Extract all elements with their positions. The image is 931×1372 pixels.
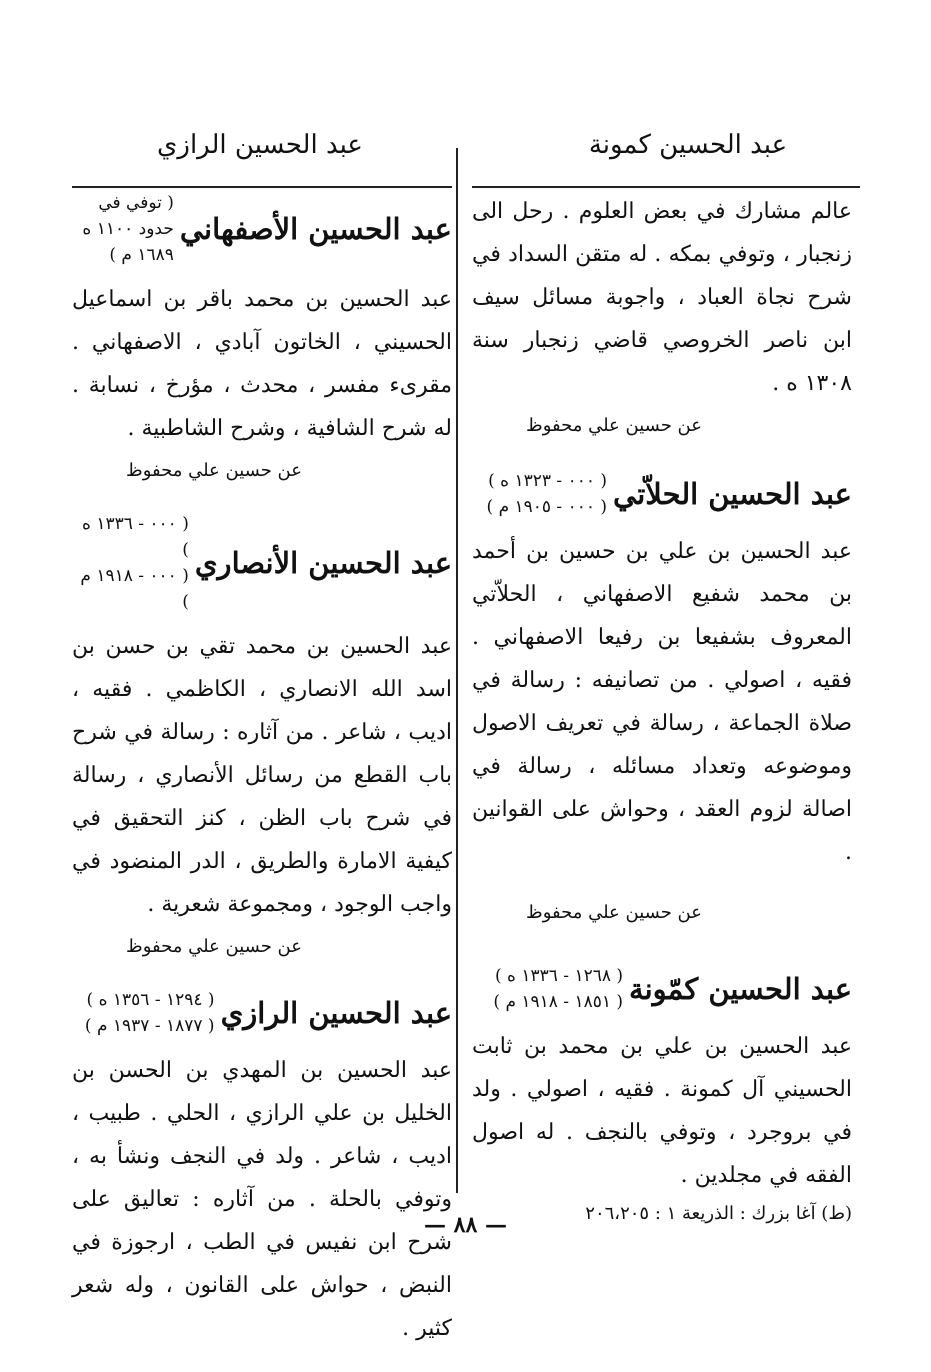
date-hijri: ( توفي في حدود ١١٠٠ ه <box>82 193 174 239</box>
date-gregorian: ( ٠٠٠ - ١٩١٨ م ) <box>80 566 189 612</box>
entry-heading <box>472 963 852 1015</box>
entry-dates <box>487 468 608 520</box>
entry-heading <box>72 190 452 268</box>
date-gregorian: ( ١٨٥١ - ١٩١٨ م ) <box>493 992 624 1012</box>
entry-heading <box>72 511 452 615</box>
entry-dates <box>72 511 189 615</box>
entry-name: عبد الحسين الأصفهاني <box>179 212 452 246</box>
date-gregorian: ١٦٨٩ م ) <box>109 245 174 265</box>
right-header-rule <box>472 186 860 188</box>
entry-credit: عن حسين علي محفوظ <box>126 460 302 481</box>
entry-body: عبد الحسين بن محمد باقر بن اسماعيل الحسيني ، الخاتون آبادي ، الاصفهاني . مقرىء مفسر ، محدث ، مؤرخ ، نسابة . له شرح الشافية ، وشرح الشاطبية . <box>72 287 452 441</box>
entry <box>72 511 452 957</box>
right-column <box>472 190 852 1246</box>
entry <box>72 190 452 481</box>
page-number: — ٨٨ — <box>424 1212 507 1238</box>
date-hijri: ( ٠٠٠ - ١٣٣٦ ه ) <box>82 514 189 560</box>
entry-dates <box>72 190 174 268</box>
entry-dates <box>493 963 623 1015</box>
entry-name: عبد الحسين كمّونة <box>629 972 852 1006</box>
entry-credit: عن حسين علي محفوظ <box>526 415 702 436</box>
entry-credit: عن حسين علي محفوظ <box>526 902 702 923</box>
date-gregorian: ( ١٨٧٧ - ١٩٣٧ م ) <box>84 1016 215 1036</box>
entry <box>472 468 852 923</box>
entry-name: عبد الحسين الأنصاري <box>194 546 452 580</box>
entry-body: عبد الحسين بن علي بن محمد بن ثابت الحسيني آل كمونة . فقيه ، اصولي . ولد في بروجرد ، وتوفي بالنجف . له اصول الفقه في مجلدين . <box>472 1034 852 1188</box>
entry-dates <box>85 987 215 1039</box>
column-divider <box>456 148 458 1193</box>
date-hijri: ( ١٢٩٤ - ١٣٥٦ ه ) <box>86 990 215 1010</box>
entry-name: عبد الحسين الحلاّتي <box>613 477 852 511</box>
entry-heading <box>72 987 452 1039</box>
entry-name: عبد الحسين الرازي <box>220 996 452 1030</box>
entry-body: عبد الحسين بن المهدي بن الحسن بن الخليل بن علي الرازي ، الحلي . طبيب ، اديب ، شاعر . ولد في النجف ونشأ به ، وتوفي بالحلة . من آثاره : تعاليق على شرح ابن نفيس في الطب ، ارجوزة في النبض ، حواش على القانون ، وله شعر كثير . <box>72 1058 452 1341</box>
date-hijri: ( ٠٠٠ - ١٣٢٣ ه ) <box>488 471 608 491</box>
right-column-header: عبد الحسين كمونة <box>588 130 788 160</box>
source-reference: (ط) آغا بزرك : الذريعة ١ : ٢٠٦،٢٠٥ <box>585 1203 852 1224</box>
left-column-header: عبد الحسين الرازي <box>157 130 363 160</box>
entry <box>72 987 452 1350</box>
continued-entry-text: عالم مشارك في بعض العلوم . رحل الى زنجبار ، وتوفي بمكه . له متقن السداد في شرح نجاة العباد ، واجوبة مسائل سيف ابن ناصر الخروصي قاضي زنجبار سنة ١٣٠٨ ه . <box>472 199 852 396</box>
left-column <box>72 190 452 1372</box>
entry-body: عبد الحسين بن محمد تقي بن حسن بن اسد الله الانصاري ، الكاظمي . فقيه ، اديب ، شاعر . من آثاره : رسالة في شرح باب القطع من رسائل الأنصاري ، رسالة في شرح باب الظن ، كنز التحقيق في كيفية الامارة والطريق ، الدر المنضود في واجب الوجود ، ومجموعة شعرية . <box>72 634 452 917</box>
entry <box>472 963 852 1224</box>
entry-body: عبد الحسين بن علي بن حسين بن أحمد بن محمد شفيع الاصفهاني ، الحلاّتي المعروف بشفيعا بن رفيعا الاصفهاني . فقيه ، اصولي . من تصانيفه : رسالة في صلاة الجماعة ، رسالة في تعريف الاصول وموضوعه وتعداد مسائله ، رسالة في اصالة لزوم العقد ، وحواش على القوانين . <box>472 539 852 865</box>
entry-credit: عن حسين علي محفوظ <box>126 936 302 957</box>
entry-heading <box>472 468 852 520</box>
date-hijri: ( ١٢٦٨ - ١٣٣٦ ه ) <box>495 966 624 986</box>
left-header-rule <box>72 186 452 188</box>
date-gregorian: ( ٠٠٠ - ١٩٠٥ م ) <box>486 497 608 517</box>
